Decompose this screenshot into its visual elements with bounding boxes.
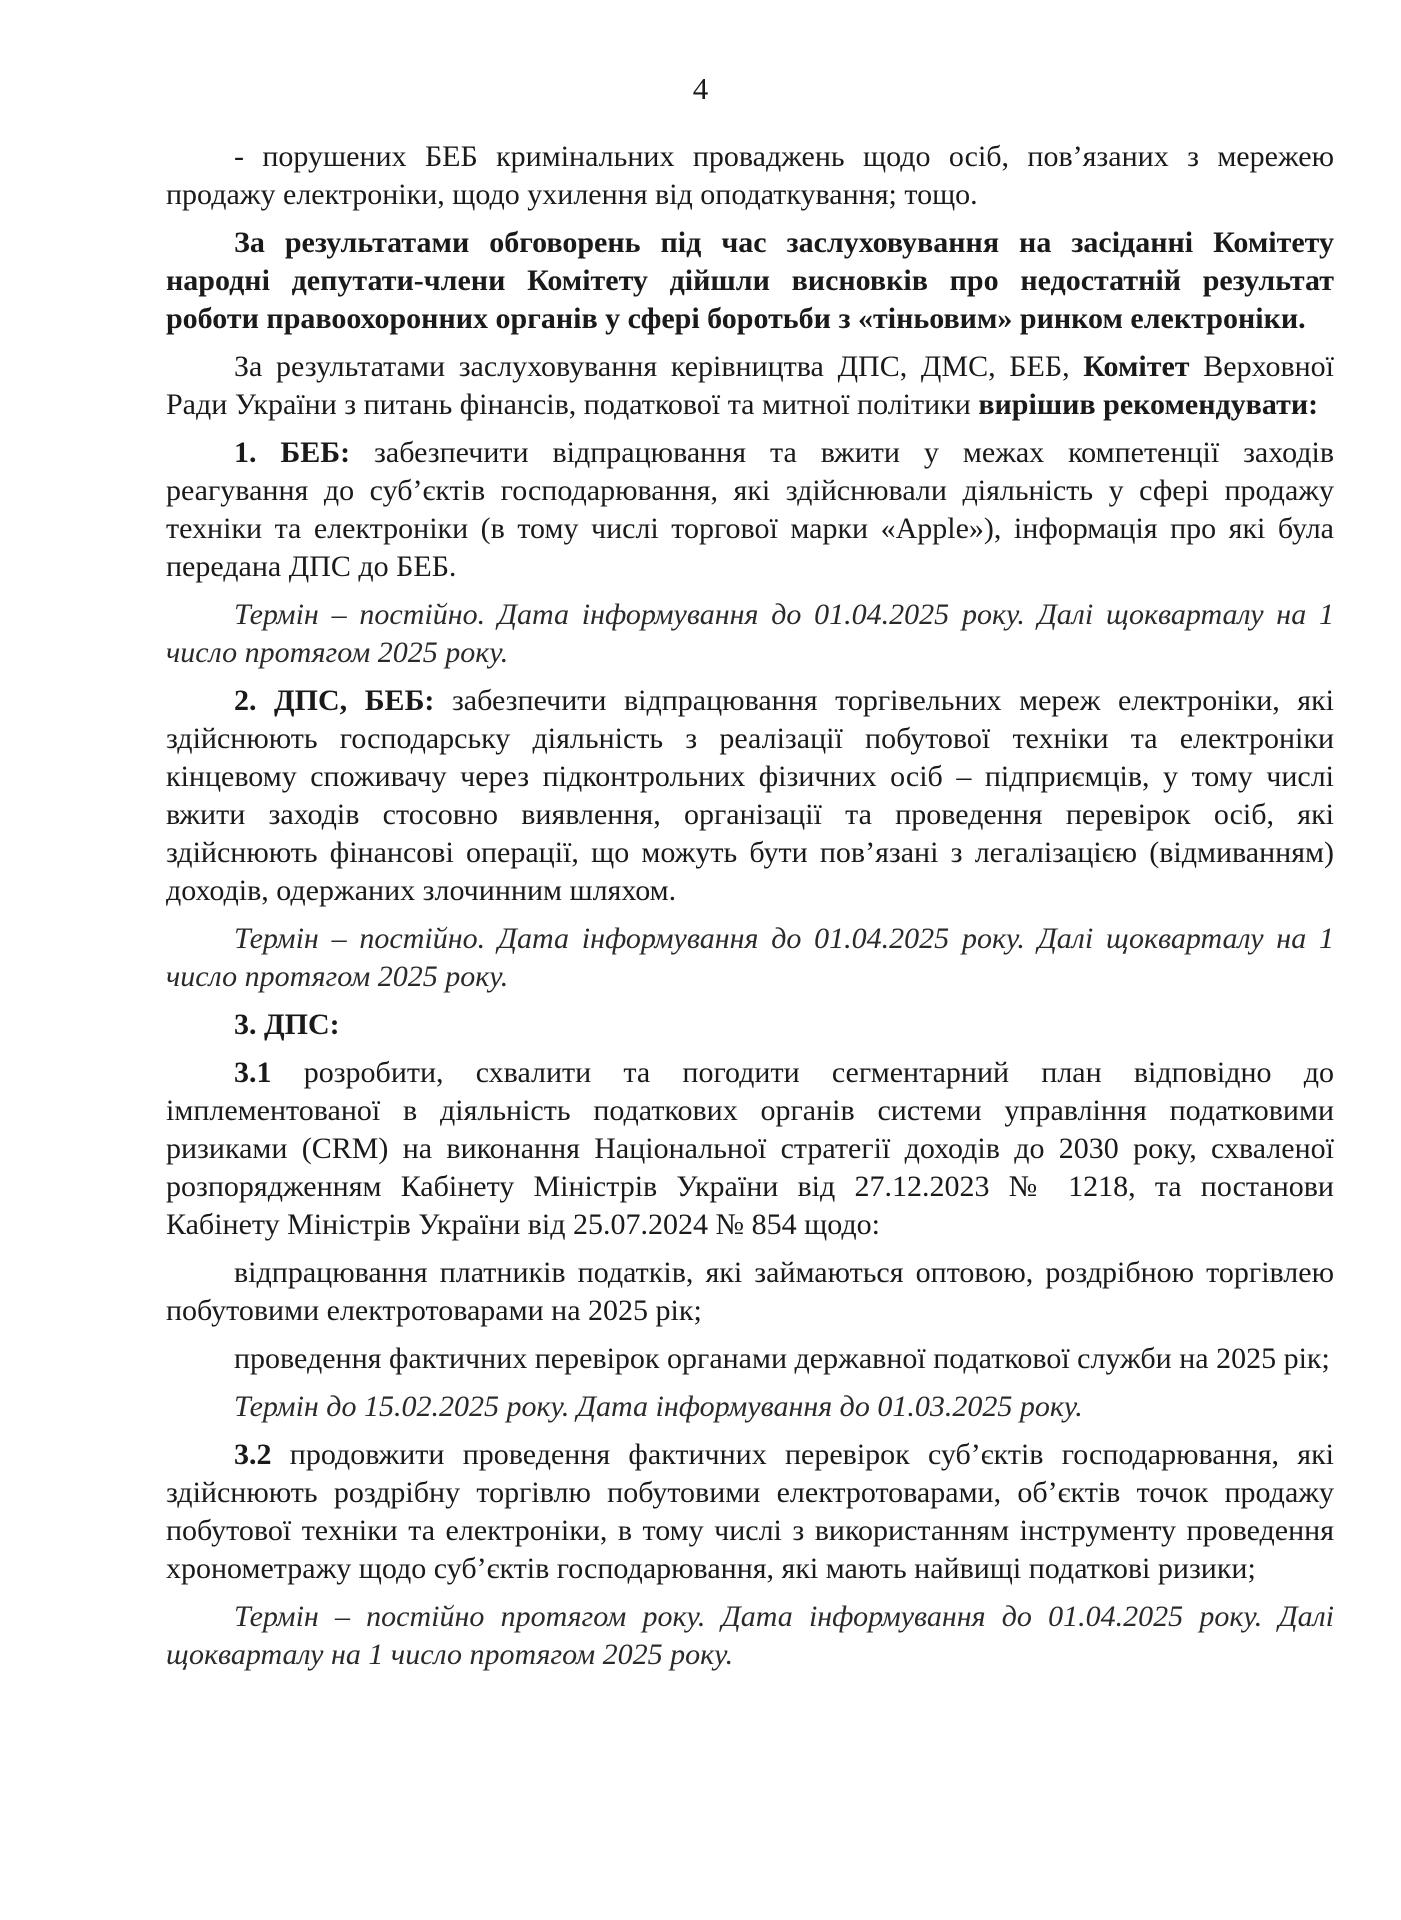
deadline-item-2: Термін – постійно. Дата інформування до 01.04.2025 року. Далі щокварталу на 1 число протягом 2025 року. xyxy=(166,922,1334,993)
committee-label: Комітет xyxy=(1083,350,1190,383)
recommendation-item-1 xyxy=(166,434,1334,586)
recommendation-item-3-heading: 3. ДПС: xyxy=(234,1008,340,1041)
paragraph-committee-conclusion: За результатами обговорень під час заслуховування на засіданні Комітету народні депутати-члени Комітету дійшли висновків про недостатній результат роботи правоохоронних органів у сфері боротьби з «тіньовим» ринком електроніки. xyxy=(166,226,1334,335)
committee-name: Верховної Ради України з питань фінансів, податкової та митної політики xyxy=(166,350,1334,421)
recommendation-item-3-2 xyxy=(166,1436,1334,1588)
page-number: 4 xyxy=(692,71,709,106)
recommendation-item-3-1 xyxy=(166,1054,1334,1244)
item-2-text: забезпечити відпрацювання торгівельних мереж електроніки, які здійснюють господарську діяльність з реалізації побутової техніки та електроніки кінцевому споживачу через підконтрольних фізичних осіб – підприємців, у тому числі вжити заходів стосовно виявлення, організації та проведення перевірок осіб, які здійснюють фінансові операції, що можуть бути пов’язані з легалізацією (відмиванням) доходів, одержаних злочинним шляхом. xyxy=(166,684,1335,907)
item-1-label: 1. БЕБ: xyxy=(234,436,351,469)
document-body xyxy=(166,138,1334,1684)
item-2-label: 2. ДПС, БЕБ: xyxy=(234,684,435,717)
decision-intro: За результатами заслуховування керівництва ДПС, ДМС, БЕБ, xyxy=(234,350,1084,383)
item-3-1-text: розробити, схвалити та погодити сегментарний план відповідно до імплементованої в діяльність податкових органів системи управління податковими ризиками (CRM) на виконання Національної стратегії доходів до 2030 року, схваленої розпорядженням Кабінету Міністрів України від 27.12.2023 № 1218, та постанови Кабінету Міністрів України від 25.07.2024 № 854 щодо: xyxy=(166,1056,1334,1241)
item-3-1-label: 3.1 xyxy=(234,1056,272,1089)
paragraph-violations: - порушених БЕБ кримінальних проваджень щодо осіб, пов’язаних з мережею продажу електроніки, щодо ухилення від оподаткування; тощо. xyxy=(166,140,1334,211)
deadline-item-1: Термін – постійно. Дата інформування до 01.04.2025 року. Далі щокварталу на 1 число протягом 2025 року. xyxy=(166,598,1334,669)
item-3-2-text: продовжити проведення фактичних перевірок суб’єктів господарювання, які здійснюють роздрібну торгівлю побутовими електротоварами, об’єктів точок продажу побутової техніки та електроніки, в тому числі з використанням інструменту проведення хронометражу щодо суб’єктів господарювання, які мають найвищі податкові ризики; xyxy=(166,1438,1334,1585)
sub-item-inspections: проведення фактичних перевірок органами державної податкової служби на 2025 рік; xyxy=(234,1342,1330,1375)
item-1-text: забезпечити відпрацювання та вжити у межах компетенції заходів реагування до суб’єктів господарювання, які здійснювали діяльність у сфері продажу техніки та електроніки (в тому числі торгової марки «Apple»), інформація про які була передана ДПС до БЕБ. xyxy=(166,436,1335,583)
sub-item-taxpayers: відпрацювання платників податків, які займаються оптовою, роздрібною торгівлею побутовими електротоварами на 2025 рік; xyxy=(166,1256,1334,1327)
deadline-item-3-1: Термін до 15.02.2025 року. Дата інформування до 01.03.2025 року. xyxy=(234,1390,1083,1423)
deadline-item-3-2: Термін – постійно протягом року. Дата інформування до 01.04.2025 року. Далі щокварталу на 1 число протягом 2025 року. xyxy=(166,1600,1334,1671)
item-3-2-label: 3.2 xyxy=(234,1438,272,1471)
recommendation-item-2 xyxy=(166,682,1334,910)
paragraph-committee-decision xyxy=(166,348,1334,424)
decision-recommend: вирішив рекомендувати: xyxy=(978,388,1319,421)
